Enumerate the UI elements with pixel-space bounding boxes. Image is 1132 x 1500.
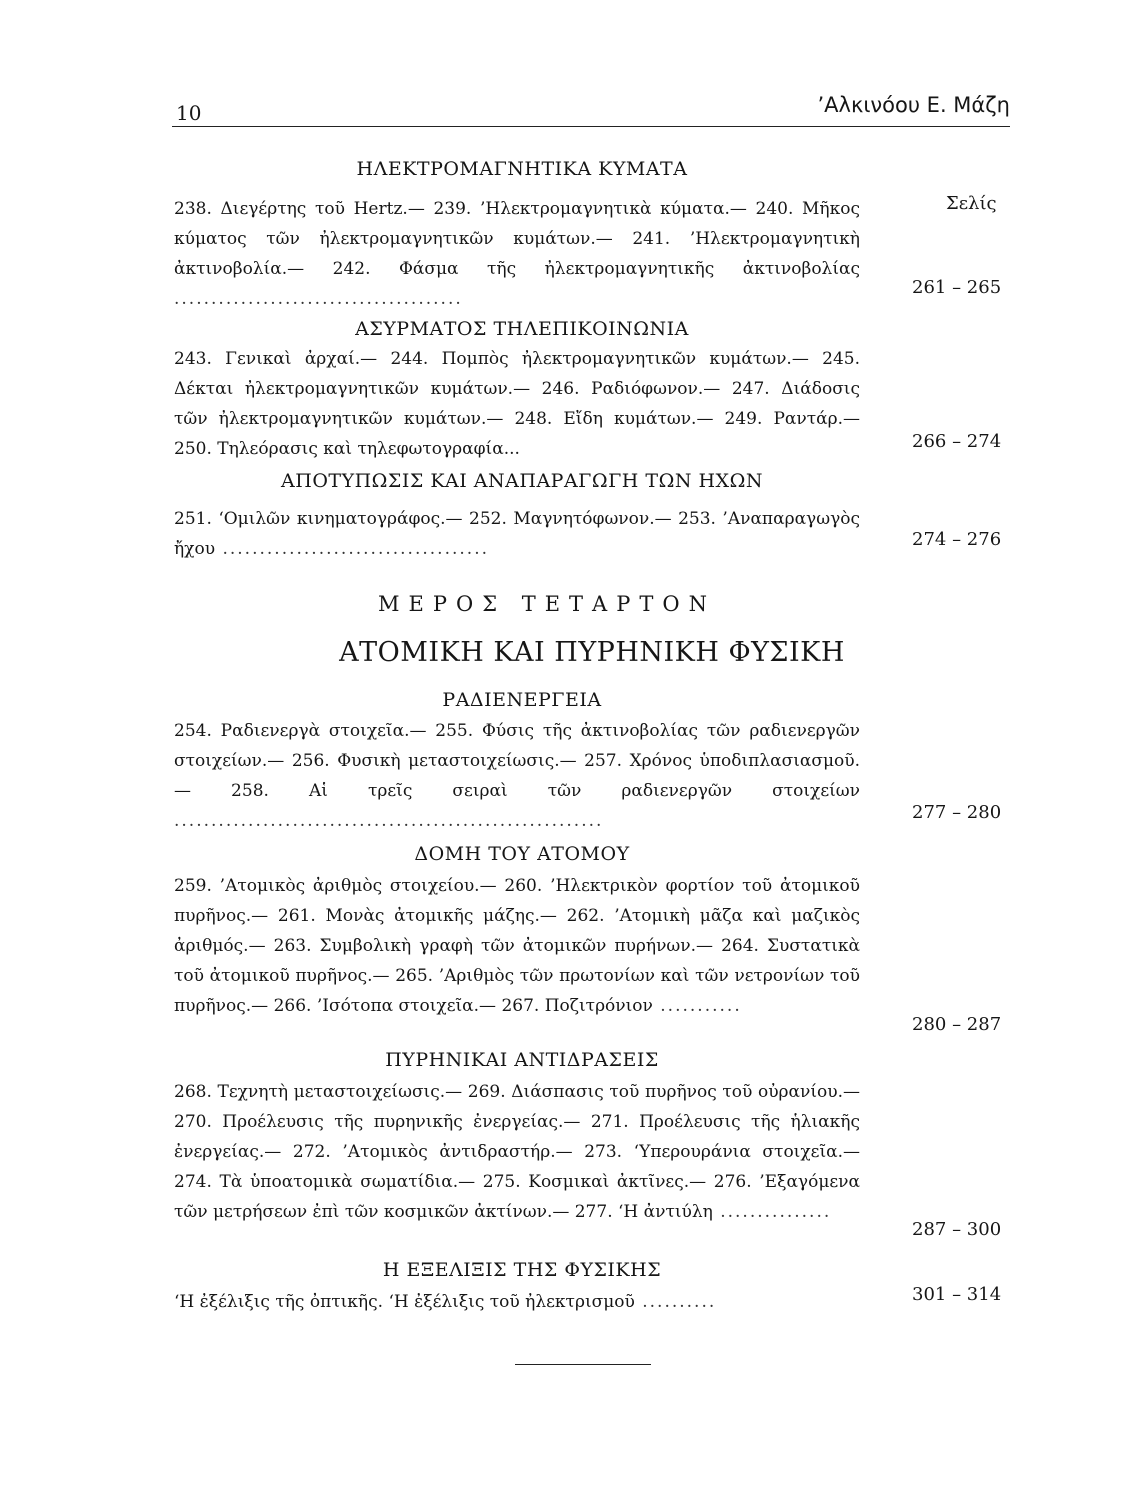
leader-dots: ............... <box>712 1202 832 1222</box>
entry-text: 259. ’Ατομικὸς ἀριθμὸς στοιχείου.— 260. ’Ηλεκτρικὸν φορτίον τοῦ ἀτομικοῦ πυρῆνος.— 261. Μονὰς ἀτομικῆς μάζης.— 262. ’Ατομικὴ μᾶζα καὶ μαζικὸς ἀριθμός.— 263. Συμβολικὴ γραφὴ τῶν ἀτομικῶν πυρήνων.— 264. Συστατικὰ τοῦ ἀτομικοῦ πυρῆνος.— 265. ’Αριθμὸς τῶν πρωτονίων καὶ τῶν νετρονίων τοῦ πυρῆνος.— 266. ’Ισότοπα στοιχεῖα.— 267. Ποζιτρόνιον <box>174 876 860 1016</box>
section-heading: ΑΠΟΤΥΠΩΣΙΣ ΚΑΙ ΑΝΑΠΑΡΑΓΩΓΗ ΤΩΝ ΗΧΩΝ <box>281 470 763 492</box>
entry-text: 251. ‘Ομιλῶν κινηματογράφος.— 252. Μαγνητόφωνον.— 253. ’Αναπαραγωγὸς ἤχου <box>174 509 860 559</box>
leader-dots: .......................................................... <box>174 811 604 831</box>
part-title: ΜΕΡΟΣ ΤΕΤΑΡΤΟΝ <box>378 592 716 616</box>
entry-pages: 261 – 265 <box>912 277 1002 298</box>
section-heading: ΔΟΜΗ ΤΟΥ ΑΤΟΜΟΥ <box>414 843 630 865</box>
toc-entry <box>174 1287 860 1317</box>
toc-entry <box>174 716 860 836</box>
entry-text: 238. Διεγέρτης τοῦ Hertz.— 239. ’Ηλεκτρομαγνητικὰ κύματα.— 240. Μῆκος κύματος τῶν ἠλεκτρομαγνητικῶν κυμάτων.— 241. ’Ηλεκτρομαγνητικὴ ἀκτινοβολία.— 242. Φάσμα τῆς ἠλεκτρομαγνητικῆς ἀκτινοβολίας <box>174 199 860 279</box>
section-heading: ΗΛΕΚΤΡΟΜΑΓΝΗΤΙΚΑ ΚΥΜΑΤΑ <box>356 158 688 180</box>
section-heading: ΠΥΡΗΝΙΚΑΙ ΑΝΤΙΔΡΑΣΕΙΣ <box>385 1049 659 1071</box>
entry-pages: 280 – 287 <box>912 1014 1002 1035</box>
leader-dots: .......... <box>634 1292 717 1312</box>
running-head-author: ’Αλκινόου Ε. Μάζη <box>817 93 1010 117</box>
entry-pages: 266 – 274 <box>912 431 1002 452</box>
section-heading: Η ΕΞΕΛΙΞΙΣ ΤΗΣ ΦΥΣΙΚΗΣ <box>382 1259 662 1281</box>
entry-pages: 287 – 300 <box>912 1219 1002 1240</box>
entry-pages: 274 – 276 <box>912 529 1002 550</box>
entry-text: 254. Ραδιενεργὰ στοιχεῖα.— 255. Φύσις τῆς ἀκτινοβολίας τῶν ραδιενεργῶν στοιχείων.— 256. Φυσικὴ μεταστοιχείωσις.— 257. Χρόνος ὑποδιπλασιασμοῦ.— 258. Αἱ τρεῖς σειραὶ τῶν ραδιενεργῶν στοιχείων <box>174 721 860 801</box>
footer-rule <box>515 1364 651 1365</box>
toc-entry <box>174 504 860 564</box>
page-number: 10 <box>176 101 202 125</box>
page-column-label: Σελίς <box>946 193 997 214</box>
part-subtitle: ΑΤΟΜΙΚΗ ΚΑΙ ΠΥΡΗΝΙΚΗ ΦΥΣΙΚΗ <box>339 637 845 668</box>
toc-entry <box>174 871 860 1021</box>
toc-entry <box>174 344 860 464</box>
section-heading: ΑΣΥΡΜΑΤΟΣ ΤΗΛΕΠΙΚΟΙΝΩΝΙΑ <box>355 318 689 340</box>
leader-dots: ........... <box>652 996 742 1016</box>
section-heading: ΡΑΔΙΕΝΕΡΓΕΙΑ <box>442 689 602 711</box>
entry-pages: 277 – 280 <box>912 802 1002 823</box>
entry-text: 268. Τεχνητὴ μεταστοιχείωσις.— 269. Διάσπασις τοῦ πυρῆνος τοῦ οὐρανίου.— 270. Προέλευσις τῆς πυρηνικῆς ἐνεργείας.— 271. Προέλευσις τῆς ἡλιακῆς ἐνεργείας.— 272. ’Ατομικὸς ἀντιδραστήρ.— 273. ‘Υπερουράνια στοιχεῖα.— 274. Τὰ ὑποατομικὰ σωματίδια.— 275. Κοσμικαὶ ἀκτῖνες.— 276. ’Εξαγόμενα τῶν μετρήσεων ἐπὶ τῶν κοσμικῶν ἀκτίνων.— 277. ‘Η ἀντιύλη <box>174 1082 860 1222</box>
entry-text: ‘Η ἐξέλιξις τῆς ὀπτικῆς. ‘Η ἐξέλιξις τοῦ ἠλεκτρισμοῦ <box>174 1292 635 1312</box>
entry-pages: 301 – 314 <box>912 1284 1002 1305</box>
toc-entry <box>174 194 860 314</box>
toc-entry <box>174 1077 860 1227</box>
leader-dots: .................................... <box>215 539 490 559</box>
entry-text: 243. Γενικαὶ ἀρχαί.— 244. Πομπὸς ἠλεκτρομαγνητικῶν κυμάτων.— 245. Δέκται ἠλεκτρομαγνητικῶν κυμάτων.— 246. Ραδιόφωνον.— 247. Διάδοσις τῶν ἠλεκτρομαγνητικῶν κυμάτων.— 248. Εἴδη κυμάτων.— 249. Ραντάρ.— 250. Τηλεόρασις καὶ τηλεφωτογραφία... <box>174 349 860 459</box>
leader-dots: ....................................... <box>174 289 463 309</box>
